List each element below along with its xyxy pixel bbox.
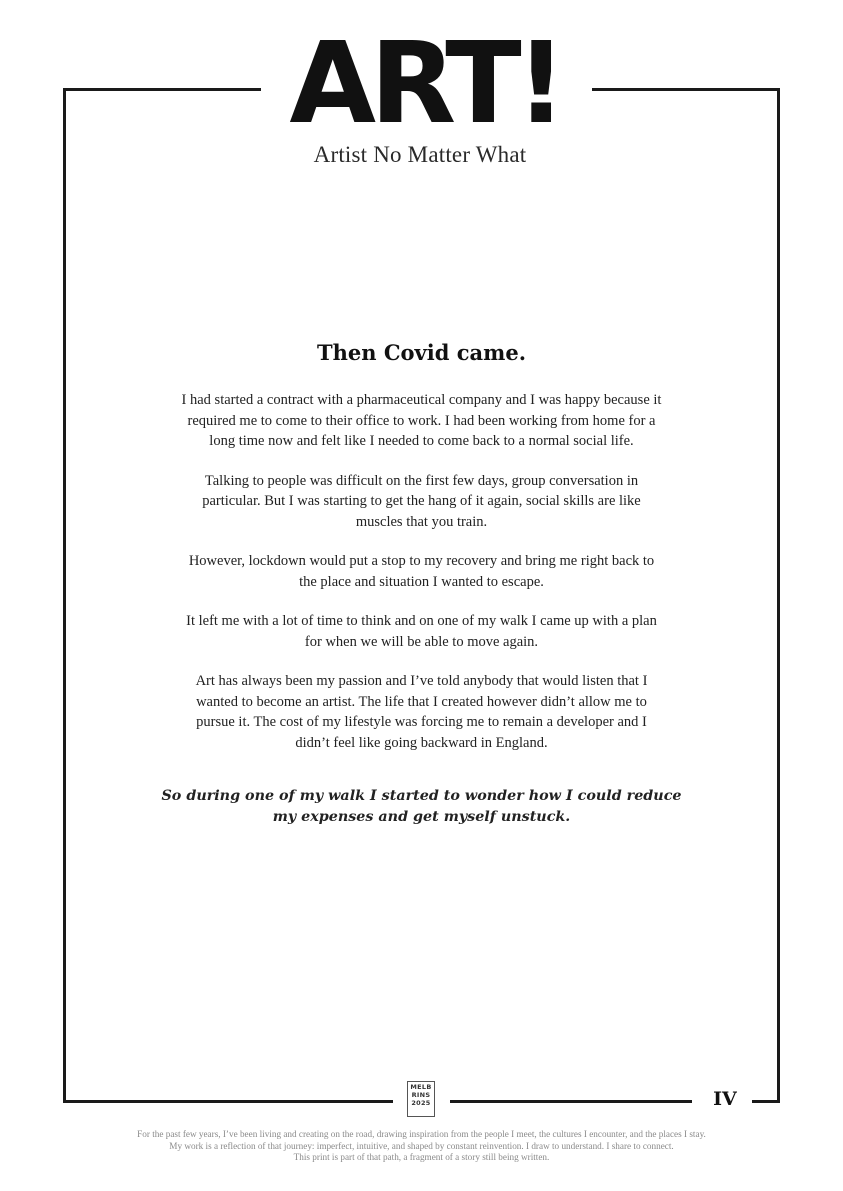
stamp-line: 2025 — [411, 1099, 431, 1107]
logo-title: ART! — [289, 19, 561, 149]
footer-line: For the past few years, I’ve been living and creating on the road, drawing inspiration from the people I meet, the cultures I encounter, and the places I stay. — [137, 1129, 706, 1139]
article-heading: Then Covid came. — [316, 340, 526, 365]
footer-line: This print is part of that path, a fragment of a story still being written. — [293, 1152, 550, 1162]
closing-statement: So during one of my walk I started to wonder how I could reduce my expenses and get myself unstuck. — [161, 788, 682, 825]
article-body — [180, 390, 663, 772]
page-number: IV — [713, 1088, 737, 1110]
tagline: Artist No Matter What — [313, 142, 527, 167]
frame-bottom-left-border — [63, 1100, 393, 1103]
frame-left-border — [63, 89, 66, 1102]
paragraph: Talking to people was difficult on the first few days, group conversation in particular. But I was starting to get the hang of it again, social skills are like muscles that you train. — [202, 472, 641, 530]
paragraph: Art has always been my passion and I’ve told anybody that would listen that I wanted to become an artist. The life that I created however didn’t allow me to pursue it. The cost of my lifestyle was forcing me to remain a developer and I didn’t feel like going backward in England. — [195, 673, 648, 751]
frame-top-right-border — [592, 88, 780, 91]
footer-line: My work is a reflection of that journey: imperfect, intuitive, and shaped by constant reinvention. I draw to understand. I share to connect. — [169, 1140, 674, 1151]
frame-top-left-border — [63, 88, 261, 91]
paragraph: I had started a contract with a pharmaceutical company and I was happy because it required me to come to their office to work. I had been working from home for a long time now and felt like I needed to come back to a normal social life. — [181, 392, 662, 449]
artist-stamp-logo — [407, 1081, 435, 1117]
paragraph: However, lockdown would put a stop to my recovery and bring me right back to the place and situation I wanted to escape. — [188, 553, 655, 590]
stamp-line: MELB — [410, 1083, 432, 1091]
stamp-line: RINS — [411, 1091, 431, 1099]
frame-bottom-right-border — [752, 1100, 780, 1103]
paragraph: It left me with a lot of time to think and on one of my walk I came up with a plan for when we will be able to move again. — [186, 613, 657, 650]
frame-right-border — [777, 89, 780, 1102]
footer-text — [60, 1129, 783, 1164]
frame-bottom-middle-border — [450, 1100, 692, 1103]
